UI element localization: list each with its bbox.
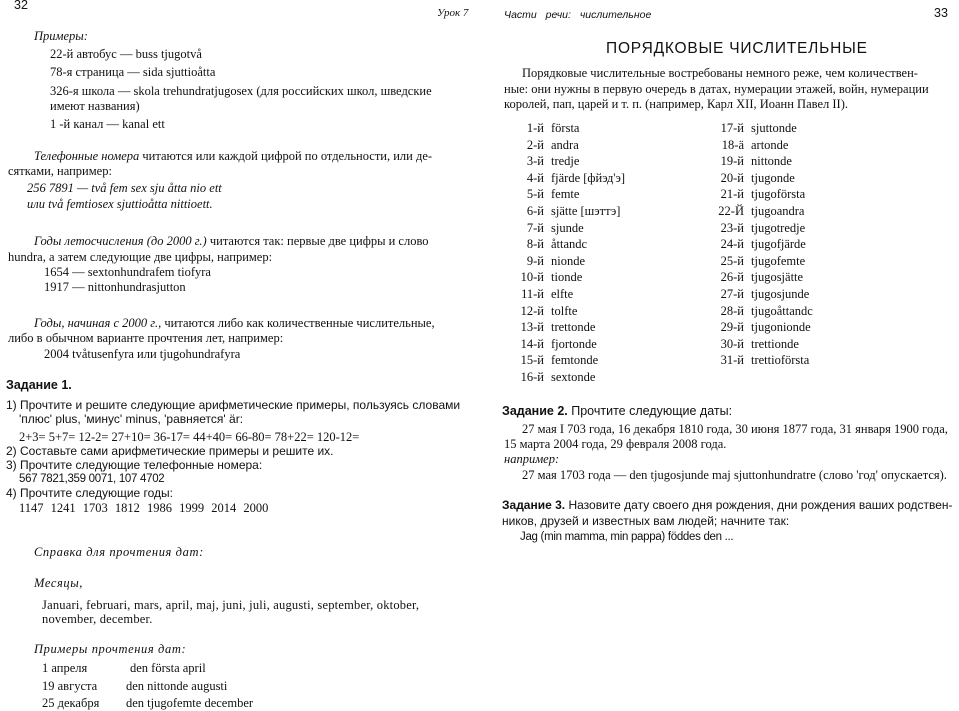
years2000-para-text: , читаются либо как количественные числительные,	[158, 316, 435, 330]
running-head: Части речи: числительное	[504, 9, 652, 21]
ordinal-number: 20-й	[720, 170, 744, 185]
ordinal-number: 3-й	[526, 154, 544, 169]
years-para-line2: hundra, а затем следующие две цифры, например:	[8, 250, 273, 264]
phone-para-lead: Телефонные номера	[34, 149, 140, 163]
ordinal-number: 30-й	[720, 336, 744, 351]
ordinal-number: 25-й	[720, 253, 744, 268]
ordinal-number: 2-й	[526, 137, 544, 152]
ordinal-row	[504, 137, 704, 154]
date-examples-heading: Примеры прочтения дат:	[34, 642, 187, 656]
ordinal-row	[704, 303, 904, 320]
ordinal-word: tredje	[551, 154, 580, 169]
ordinal-number: 15-й	[520, 353, 544, 368]
date-example-sv: den tjugofemte december	[126, 696, 254, 710]
ordinal-word: tolfte	[551, 303, 578, 318]
date-example-ru: 19 августа	[42, 679, 98, 693]
ordinal-row	[704, 120, 904, 137]
ordinal-row	[504, 352, 704, 369]
ordinal-number: 21-й	[720, 187, 744, 202]
ordinal-row	[504, 269, 704, 286]
ordinal-word: fjärde [фйэд'э]	[551, 170, 626, 185]
phone-example: 256 7891 — två fem sex sju åtta nio ett	[27, 181, 222, 195]
ordinal-row	[704, 186, 904, 203]
intro-line: Порядковые числительные востребованы немного реже, чем количествен-	[522, 66, 918, 80]
ordinal-number: 12-й	[520, 303, 544, 318]
years2000-para-line2: либо в обычном варианте прочтения лет, например:	[8, 331, 284, 345]
running-head: Урок 7	[437, 7, 469, 19]
year-example: 1654 — sextonhundrafem tiofyra	[44, 265, 211, 279]
ordinal-row	[704, 236, 904, 253]
ordinal-number: 13-й	[520, 320, 544, 335]
ordinal-row	[704, 352, 904, 369]
months-heading: Месяцы,	[34, 576, 84, 590]
ordinal-word: tjugosjunde	[751, 286, 810, 301]
task2-text: Прочтите следующие даты:	[567, 404, 733, 418]
example-line: 326-я школа — skola trehundratjugosex (для российских школ, шведские	[50, 84, 432, 98]
task1-item3: 3) Прочтите следующие телефонные номера:	[6, 458, 263, 472]
ordinal-row	[704, 253, 904, 270]
ordinal-number: 6-й	[526, 203, 544, 218]
task1-phones: 567 7821,359 0071, 107 4702	[19, 473, 165, 485]
ordinal-word: tjugotredje	[751, 220, 806, 235]
ordinal-word: nittonde	[751, 154, 792, 169]
task1-item1: 1) Прочтите и решите следующие арифметические примеры, пользуясь словами	[6, 398, 461, 412]
task2-line	[502, 404, 732, 419]
years2000-para-lead: Годы, начиная с 2000 г.	[34, 316, 159, 330]
task2-example: 27 мая 1703 года — den tjugosjunde maj sjuttonhundratre (слово 'год' опускается).	[522, 468, 947, 482]
ordinal-row	[504, 186, 704, 203]
years-para-text: читаются так: первые две цифры и слово	[206, 234, 429, 248]
years2000-para-line1	[34, 316, 435, 331]
ordinal-number: 28-й	[720, 303, 744, 318]
example-line: 22-й автобус — buss tjugotvå	[50, 47, 202, 61]
examples-heading: Примеры:	[34, 29, 88, 43]
ordinal-row	[504, 253, 704, 270]
ordinal-word: andra	[551, 137, 579, 152]
ordinal-word: nionde	[551, 253, 586, 268]
ordinal-row	[704, 153, 904, 170]
ordinal-row	[504, 120, 704, 137]
ordinal-number: 14-й	[520, 336, 544, 351]
ordinal-word: trettioförsta	[751, 353, 810, 368]
page-number: 33	[934, 6, 948, 20]
ordinal-row	[504, 303, 704, 320]
ordinal-row	[504, 236, 704, 253]
ordinal-word: tjugoförsta	[751, 187, 806, 202]
task3-title: Задание 3.	[502, 498, 566, 512]
ordinal-word: sjätte [шэттэ]	[551, 203, 621, 218]
ordinal-row	[504, 369, 704, 386]
phone-para-line2: сятками, например:	[8, 164, 112, 178]
ordinal-number: 9-й	[526, 253, 544, 268]
ordinal-word: fjortonde	[551, 336, 597, 351]
example-line: 78-я страница — sida sjuttioåtta	[50, 65, 216, 79]
months-line: Januari, februari, mars, april, maj, juni, juli, augusti, september, oktober,	[42, 598, 420, 612]
year-example: 1917 — nittonhundrasjutton	[44, 280, 186, 294]
ordinal-number: 4-й	[526, 170, 544, 185]
ordinal-number: 24-й	[720, 237, 744, 252]
ordinal-row	[504, 170, 704, 187]
task2-example-label: например:	[504, 452, 560, 466]
ordinal-word: sextonde	[551, 369, 596, 384]
phone-para-text: читаются или каждой цифрой по отдельности, или де-	[139, 149, 433, 163]
ordinal-number: 31-й	[720, 353, 744, 368]
ordinal-word: sjuttonde	[751, 121, 797, 135]
ordinal-word: tionde	[551, 270, 583, 285]
ordinal-number: 23-й	[720, 220, 744, 235]
ordinal-row	[704, 220, 904, 237]
ordinal-number: 5-й	[526, 187, 544, 202]
years-para-line1	[34, 234, 429, 249]
ordinal-number: 22-Й	[718, 203, 744, 218]
date-example-sv: den nittonde augusti	[126, 679, 228, 693]
ordinal-number: 27-й	[720, 286, 744, 301]
ordinal-word: tjugonionde	[751, 320, 811, 335]
task1-title: Задание 1.	[6, 378, 72, 392]
ordinal-number: 19-й	[720, 154, 744, 169]
task1-item2: 2) Составьте сами арифметические примеры и решите их.	[6, 444, 334, 458]
date-example-ru: 25 декабря	[42, 696, 100, 710]
task3-line	[502, 498, 953, 513]
reference-heading: Справка для прочтения дат:	[34, 545, 204, 559]
ordinals-table-left	[504, 120, 704, 386]
ordinal-word: elfte	[551, 286, 574, 301]
task3-text: Назовите дату своего дня рождения, дни рождения ваших родствен-	[565, 498, 953, 512]
ordinals-table-right	[704, 120, 904, 369]
ordinal-number: 18-ä	[721, 137, 744, 152]
ordinal-number: 11-й	[521, 286, 544, 301]
ordinal-word: tjugosjätte	[751, 270, 804, 285]
ordinal-row	[704, 319, 904, 336]
months-line: november, december.	[42, 612, 153, 626]
left-page	[0, 0, 480, 710]
ordinal-word: sjunde	[551, 220, 584, 235]
ordinal-number: 26-й	[720, 270, 744, 285]
ordinal-number: 10-й	[520, 270, 544, 285]
ordinal-word: första	[551, 121, 580, 135]
ordinal-row	[504, 286, 704, 303]
ordinal-number: 17-й	[720, 121, 744, 135]
phone-para-line1	[34, 149, 432, 164]
year2000-example: 2004 tvåtusenfyra или tjugohundrafyra	[44, 347, 241, 361]
ordinal-number: 8-й	[526, 237, 544, 252]
page-number: 32	[14, 0, 28, 12]
task2-dates: 15 марта 2004 года, 29 февраля 2008 года.	[504, 437, 727, 451]
ordinal-number: 1-й	[526, 121, 544, 135]
task1-years: 1147 1241 1703 1812 1986 1999 2014 2000	[19, 501, 269, 515]
ordinal-row	[704, 137, 904, 154]
ordinal-word: femte	[551, 187, 580, 202]
ordinal-row	[504, 220, 704, 237]
ordinal-row	[504, 336, 704, 353]
ordinal-number: 29-й	[720, 320, 744, 335]
ordinal-word: tjugonde	[751, 170, 795, 185]
intro-line: королей, пап, царей и т. п. (например, Карл XII, Иоанн Павел II).	[504, 97, 848, 111]
ordinal-number: 7-й	[526, 220, 544, 235]
ordinal-number: 16-й	[520, 369, 544, 384]
right-page	[480, 0, 959, 710]
phone-example: или två femtiosex sjuttioåtta nittioett.	[27, 197, 213, 211]
ordinal-word: tjugofemte	[751, 253, 806, 268]
ordinal-word: trettionde	[751, 336, 799, 351]
task2-title: Задание 2.	[502, 404, 568, 418]
ordinal-row	[704, 170, 904, 187]
ordinal-row	[504, 319, 704, 336]
ordinal-word: tjugofjärde	[751, 237, 806, 252]
example-line: имеют названия)	[50, 99, 140, 113]
task3-example: Jag (min mamma, min pappa) föddes den ...	[520, 531, 734, 543]
ordinal-row	[704, 336, 904, 353]
ordinal-word: åttandc	[551, 237, 588, 252]
ordinal-row	[704, 203, 904, 220]
ordinal-word: tjugoandra	[751, 203, 805, 218]
task1-item1-cont: 'плюс' plus, 'минус' minus, 'равняется' är:	[19, 412, 244, 426]
example-line: 1 -й канал — kanal ett	[50, 117, 165, 131]
date-example-sv: den första april	[130, 661, 206, 675]
ordinal-row	[704, 269, 904, 286]
ordinal-word: tjugoåttandc	[751, 303, 813, 318]
ordinal-row	[504, 153, 704, 170]
ordinal-row	[504, 203, 704, 220]
task2-dates: 27 мая I 703 года, 16 декабря 1810 года, 30 июня 1877 года, 31 января 1900 года,	[522, 422, 948, 436]
ordinal-word: artonde	[751, 137, 789, 152]
years-para-lead: Годы летосчисления (до 2000 г.)	[34, 234, 207, 248]
task1-item4: 4) Прочтите следующие годы:	[6, 486, 174, 500]
ordinal-word: femtonde	[551, 353, 599, 368]
section-title: ПОРЯДКОВЫЕ ЧИСЛИТЕЛЬНЫЕ	[606, 40, 868, 57]
ordinal-row	[704, 286, 904, 303]
task1-math: 2+3= 5+7= 12-2= 27+10= 36-17= 44+40= 66-80= 78+22= 120-12=	[19, 430, 360, 444]
task3-line2: ников, друзей и известных вам людей; начните так:	[502, 514, 790, 528]
ordinal-word: trettonde	[551, 320, 596, 335]
intro-line: ные: они нужны в первую очередь в датах, нумерации этажей, войн, нумерации	[504, 82, 929, 96]
date-example-ru: 1 апреля	[42, 661, 88, 675]
